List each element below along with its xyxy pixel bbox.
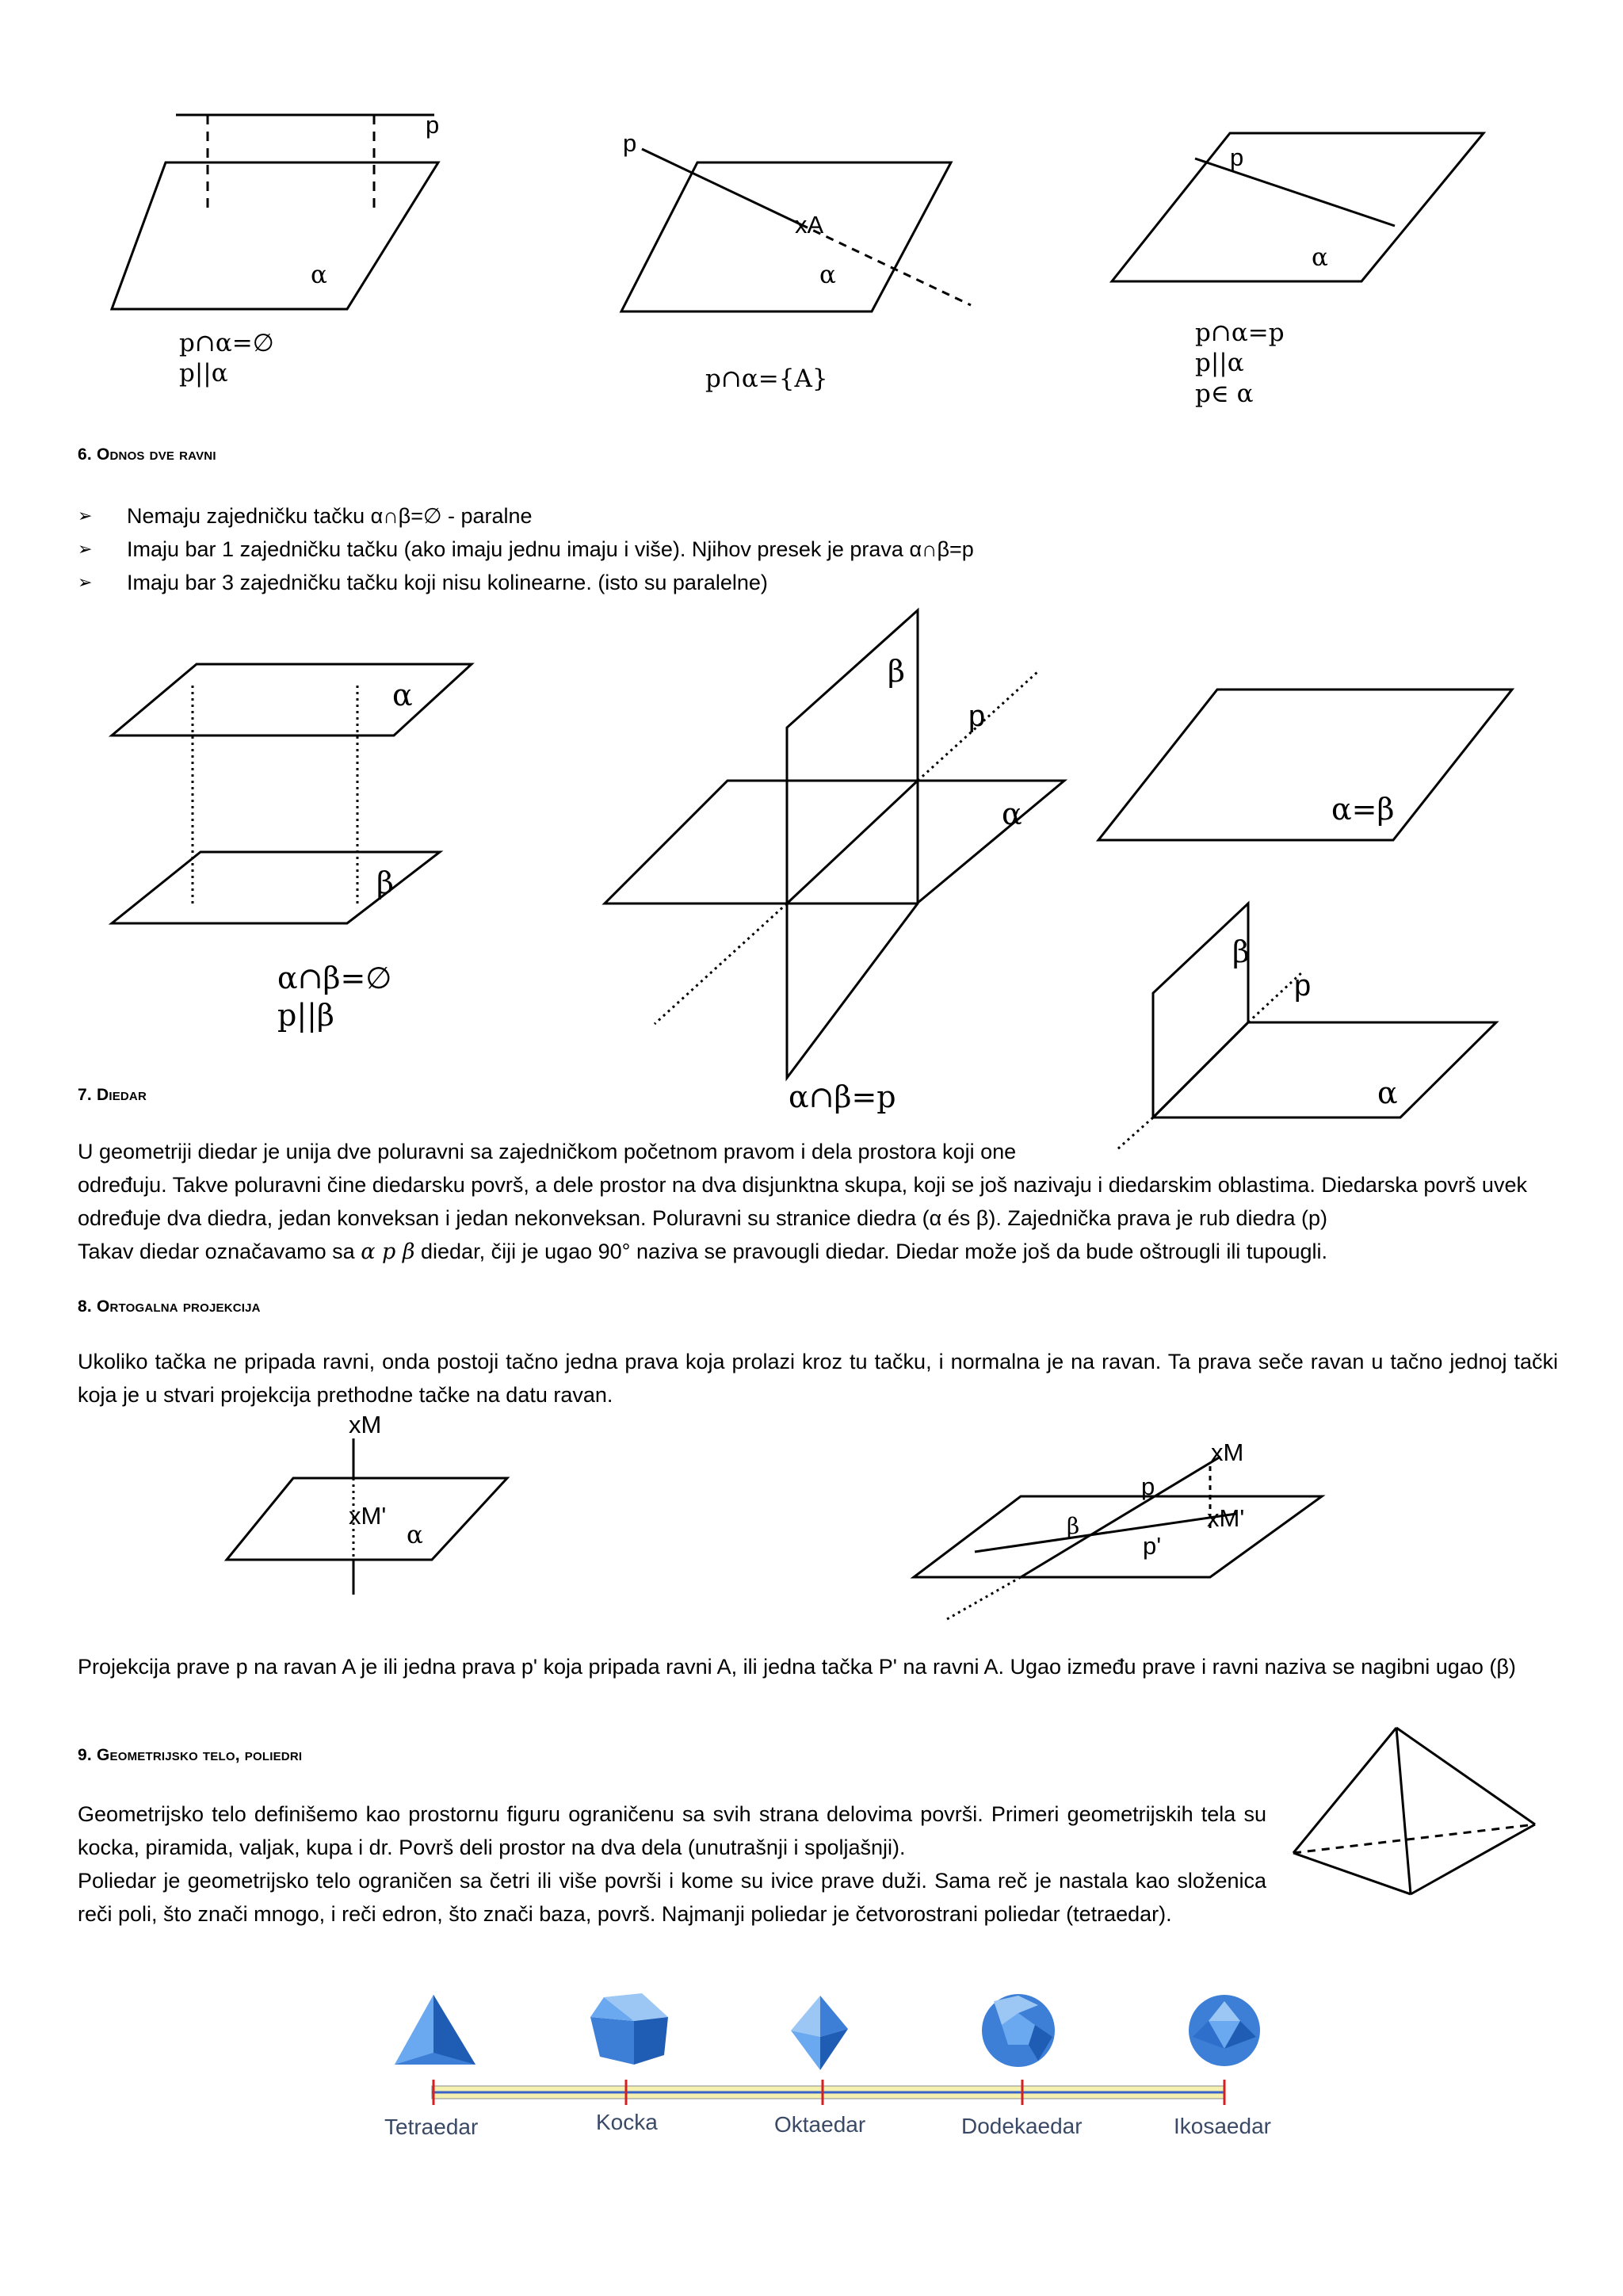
- case2-eq1: p∩α={A}: [705, 365, 828, 393]
- alpha-label-2: α: [819, 261, 836, 289]
- point-m-proj-label: xM': [349, 1502, 387, 1530]
- bullet-item: ➢ Nemaju zajedničku tačku α∩β=∅ - paralne: [78, 504, 533, 528]
- dihedral-alpha-label: α: [1377, 1075, 1398, 1110]
- section7-notation: Takav diedar označavamo sa α p β diedar, čiji je ugao 90° naziva se pravougli diedar. Diedar može još da bude oštrougli ili tupougli.: [78, 1240, 1327, 1264]
- line-p-label-3: p: [1230, 143, 1244, 171]
- intersect-alpha-label: α: [1002, 797, 1022, 831]
- point-m-label: xM: [349, 1411, 382, 1438]
- line-p-proj-label: p': [1143, 1532, 1162, 1560]
- case3-eq2: p||α: [1195, 349, 1244, 377]
- ikosaedar-icon: [1189, 1995, 1260, 2066]
- oktaedar-icon: [791, 1996, 848, 2070]
- section7-title: 7. Diedar: [78, 1086, 147, 1104]
- solid-label-oktaedar: Oktaedar: [774, 2112, 866, 2137]
- dihedral-beta-label: β: [1232, 934, 1250, 969]
- line-beta-label: β: [1067, 1513, 1080, 1539]
- plane-alpha-label: α: [392, 678, 413, 712]
- intersect-eq: α∩β=p: [789, 1079, 896, 1114]
- dihedral-p-label: p: [1294, 969, 1312, 1003]
- line-p-label-1: p: [426, 111, 440, 139]
- section7-body: određuju. Takve poluravni čine diedarsku površ, a dele prostor na dva disjunktna skupa, koji se još nazivaju i diedarskim oblastima. Diedarska površ uvek određuje dva diedra, jedan konveksan i jedan nekonveksan. Poluravni su stranice diedra (α és β). Zajednička prava je rub diedra (p): [78, 1173, 1527, 1230]
- proj-alpha-label: α: [407, 1521, 423, 1549]
- section9-para2: Poliedar je geometrijsko telo ograničen sa četri ili više površi i kome su ivice prave duži. Sama reč je nastala kao složenica reči poli, što znači mnogo, i reči edron, što znači baza, površ. Najmanji poliedar je četvorostrani poliedar (tetraedar).: [78, 1869, 1266, 1926]
- alpha-label-1: α: [311, 261, 327, 289]
- case3-eq1: p∩α=p: [1195, 319, 1285, 347]
- case1-eq2: p||α: [179, 359, 228, 388]
- solid-label-dodekaedar: Dodekaedar: [961, 2114, 1083, 2138]
- case1-eq1: p∩α=∅: [179, 329, 274, 357]
- bullet-item: ➢ Imaju bar 3 zajedničku tačku koji nisu kolinearne. (isto su paralelne): [78, 571, 768, 594]
- line-m-label: xM: [1211, 1438, 1244, 1466]
- bullet-item: ➢ Imaju bar 1 zajedničku tačku (ako imaju jednu imaju i više). Njihov presek je prava α∩β=p: [78, 537, 974, 561]
- line-m-proj-label: xM': [1207, 1504, 1245, 1532]
- section9-title: 9. Geometrijsko telo, poliedri: [78, 1746, 303, 1764]
- section6-title: 6. Odnos dve ravni: [78, 445, 216, 464]
- intersect-p-label: p: [968, 700, 986, 733]
- dodekaedar-icon: [982, 1994, 1055, 2067]
- solid-label-ikosaedar: Ikosaedar: [1174, 2114, 1271, 2138]
- intersect-beta-label: β: [888, 654, 905, 689]
- parallel-eq2: p||β: [277, 998, 334, 1033]
- parallel-eq1: α∩β=∅: [277, 961, 392, 995]
- line-p-label: p: [1141, 1473, 1155, 1500]
- section8-paragraph: Ukoliko tačka ne pripada ravni, onda postoji tačno jedna prava koja prolazi kroz tu tačku, i normalna je na ravan. Ta prava seče ravan u tačno jednoj tački koja je u stvari projekcija prethodne tačke na datu ravan.: [78, 1350, 1558, 1407]
- section8-title: 8. Ortogalna projekcija: [78, 1297, 261, 1316]
- line-p-label-2: p: [623, 129, 637, 157]
- case3-eq3: p∈ α: [1195, 380, 1254, 408]
- solid-label-kocka: Kocka: [596, 2110, 658, 2134]
- section9-para1: Geometrijsko telo definišemo kao prostornu figuru ograničenu sa svih strana delovima površi. Primeri geometrijskih tela su kocka, piramida, valjak, kupa i dr. Površ deli prostor na dva dela (unutrašnji i spoljašnji).: [78, 1802, 1266, 1859]
- tetraedar-icon: [395, 1995, 475, 2065]
- plane-beta-label: β: [376, 865, 394, 900]
- solid-label-tetraedar: Tetraedar: [384, 2115, 479, 2139]
- section8-paragraph-2: Projekcija prave p na ravan A je ili jedna prava p' koja pripada ravni A, ili jedna tačka P' na ravni A. Ugao između prave i ravni naziva se nagibni ugao (β): [78, 1655, 1516, 1679]
- point-a-label: xA: [795, 211, 824, 239]
- kocka-icon: [590, 1993, 668, 2065]
- alpha-label-3: α: [1312, 243, 1328, 272]
- section7-line1: U geometriji diedar je unija dve poluravni sa zajedničkom početnom pravom i dela prostora koji one: [78, 1140, 1017, 1163]
- equal-eq: α=β: [1331, 792, 1395, 827]
